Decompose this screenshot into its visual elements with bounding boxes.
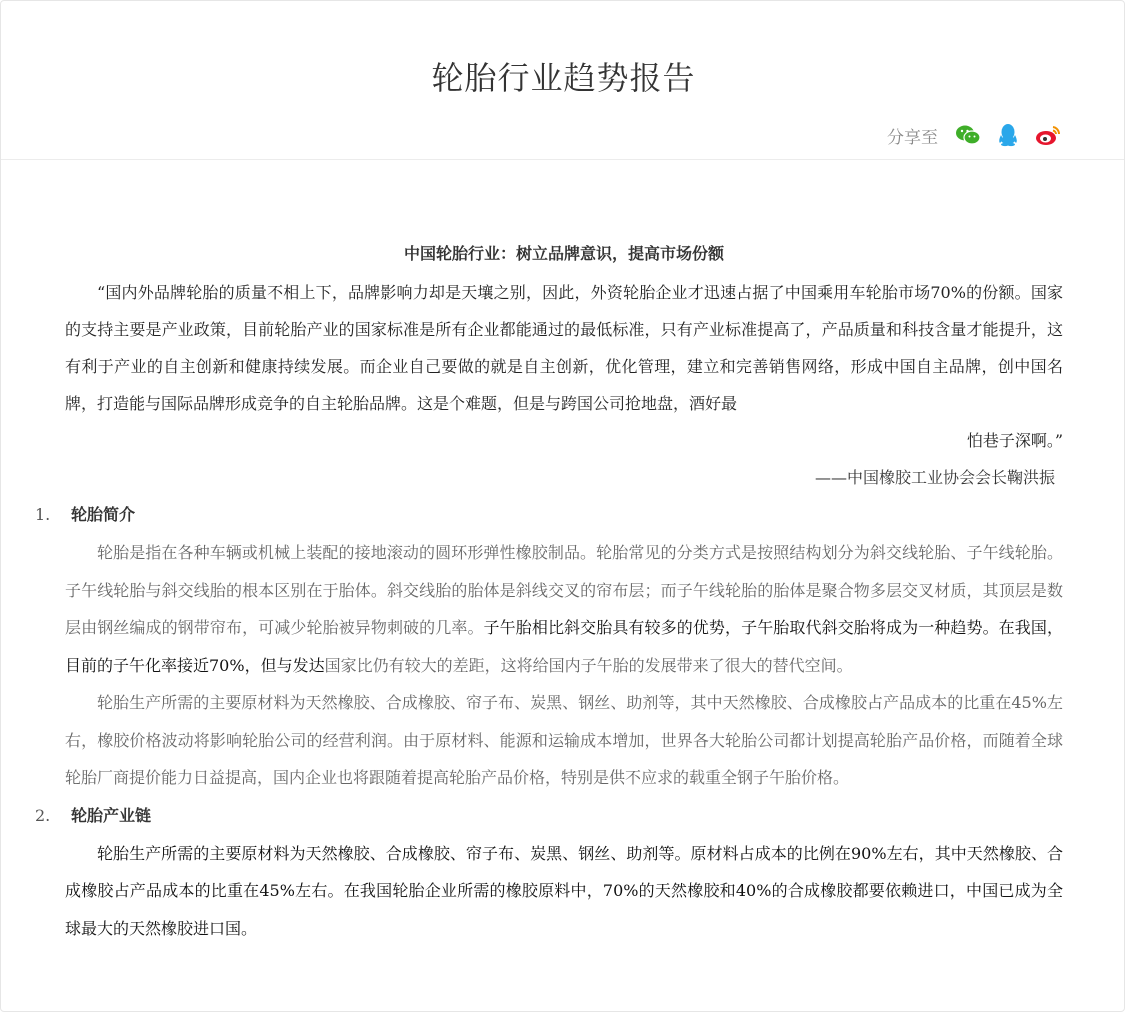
qq-icon[interactable] bbox=[994, 121, 1022, 149]
report-header bbox=[1, 1, 1124, 160]
section-title: 轮胎简介 bbox=[71, 505, 136, 524]
weibo-icon[interactable] bbox=[1034, 121, 1062, 149]
share-label: 分享至 bbox=[887, 127, 938, 148]
wechat-icon[interactable] bbox=[954, 121, 982, 149]
report-body bbox=[35, 241, 1063, 947]
quote-signature: ——中国橡胶工业协会会长鞠洪振 bbox=[814, 468, 1055, 487]
section-industry-chain bbox=[35, 797, 1063, 948]
section-paragraph: 轮胎生产所需的主要原材料为天然橡胶、合成橡胶、帘子布、炭黑、钢丝、助剂等，其中天然橡胶、合成橡胶占产品成本的比重在45%左右，橡胶价格波动将影响轮胎公司的经营利润。由于原材料、能源和运输成本增加，世界各大轮胎公司都计划提高轮胎产品价格，而随着全球轮胎厂商提价能力日益提高，国内企业也将跟随着提高轮胎产品价格，特别是供不应求的载重全钢子午胎价格。 bbox=[65, 693, 1063, 787]
section-tire-intro bbox=[35, 496, 1063, 797]
section-paragraph: 轮胎生产所需的主要原材料为天然橡胶、合成橡胶、帘子布、炭黑、钢丝、助剂等。原材料占成本的比例在90%左右，其中天然橡胶、合成橡胶占产品成本的比重在45%左右。在我国轮胎企业所需的橡胶原料中，70%的天然橡胶和40%的合成橡胶都要依赖进口，中国已成为全球最大的天然橡胶进口国。 bbox=[65, 843, 1063, 938]
share-bar bbox=[887, 121, 1062, 149]
highlight-text: 子午胎相比斜交胎具有较多的优势，子午胎取代斜交胎将成为一种趋势。在我国，目前的子午化率接近70%，但与发达 bbox=[65, 618, 1063, 675]
section-paragraph bbox=[65, 534, 1063, 684]
section-number: 2. bbox=[35, 805, 51, 825]
paragraph-text: 轮胎是指在各种车辆或机械上装配的接地滚动的圆环形弹性橡胶制品。轮胎常见的分类方式是按照结构划分为斜交线轮胎、子午线轮胎。子午线轮胎与斜交线胎的根本区别在于胎体。斜交线胎的胎体是斜线交叉的帘布层；而子午线轮胎的胎体是聚合物多层交叉材质，其顶层是数层由钢丝编成的钢带帘布，可减少轮胎被异物刺破的几率。 bbox=[65, 543, 1063, 637]
page-title: 轮胎行业趋势报告 bbox=[431, 59, 696, 97]
intro-quote-text: “国内外品牌轮胎的质量不相上下，品牌影响力却是天壤之别，因此，外资轮胎企业才迅速占据了中国乘用车轮胎市场70%的份额。国家的支持主要是产业政策，目前轮胎产业的国家标准是所有企业都能通过的最低标准，只有产业标准提高了，产品质量和科技含量才能提升，这有利于产业的自主创新和健康持续发展。而企业自己要做的就是自主创新，优化管理，建立和完善销售网络，形成中国自主品牌，创中国名牌，打造能与国际品牌形成竞争的自主轮胎品牌。这是个难题，但是与跨国公司抢地盘，酒好最 bbox=[65, 283, 1063, 413]
intro-title: 中国轮胎行业：树立品牌意识，提高市场份额 bbox=[403, 244, 724, 263]
intro-quote-tail: 怕巷子深啊。” bbox=[966, 431, 1063, 450]
section-heading bbox=[35, 496, 1063, 534]
intro-quote bbox=[65, 274, 1063, 459]
section-number: 1. bbox=[35, 505, 51, 524]
section-title: 轮胎产业链 bbox=[71, 805, 152, 825]
paragraph-text: 国家比仍有较大的差距，这将给国内子午胎的发展带来了很大的替代空间。 bbox=[324, 655, 853, 675]
section-heading bbox=[35, 797, 1063, 835]
